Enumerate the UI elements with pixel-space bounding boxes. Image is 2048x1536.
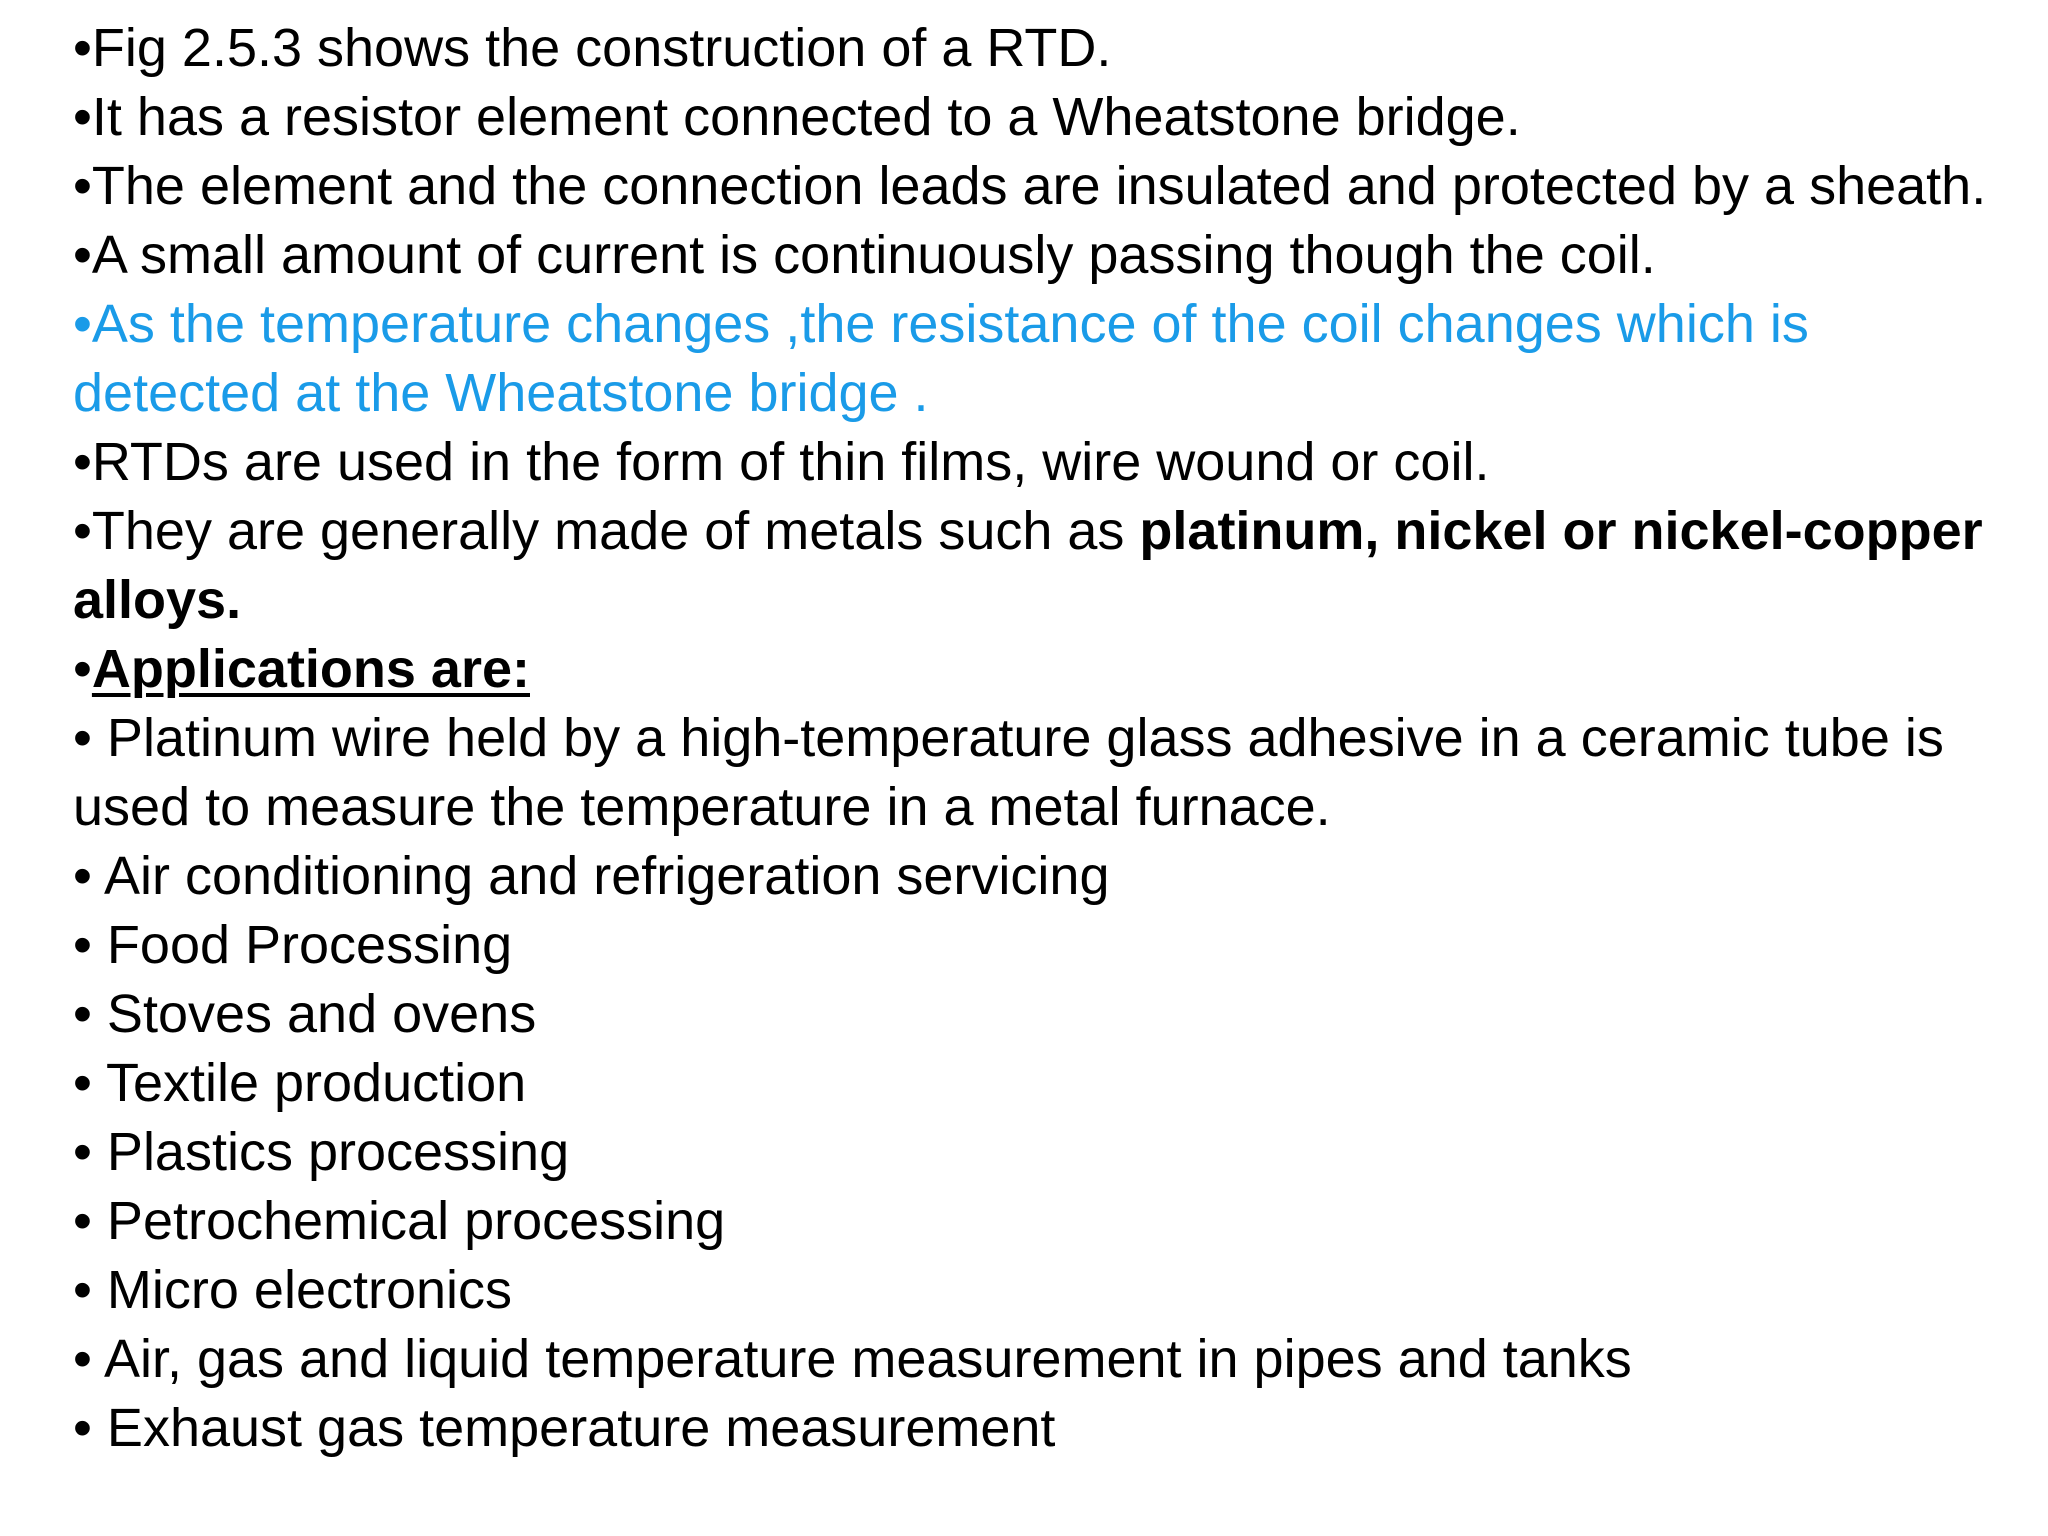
- bullet-marker: •: [73, 915, 107, 975]
- applications-heading-label: Applications are:: [91, 639, 530, 699]
- bullet-marker: •: [73, 156, 92, 216]
- application-item-plastics: [73, 1118, 2023, 1187]
- bullet-text: RTDs are used in the form of thin films, wire wound or coil.: [91, 432, 1490, 492]
- applications-heading: [73, 635, 2023, 704]
- bullet-marker: •: [73, 984, 107, 1044]
- bullet-sheath: [73, 152, 2023, 221]
- application-item-textile: [73, 1049, 2023, 1118]
- bullet-marker: •: [73, 708, 107, 768]
- bullet-marker: •: [73, 501, 92, 561]
- application-text: Exhaust gas temperature measurement: [106, 1398, 1056, 1458]
- bullet-current: [73, 221, 2023, 290]
- bullet-text: Fig 2.5.3 shows the construction of a RTD.: [91, 18, 1112, 78]
- materials-bold-text: platinum, nickel or nickel-copper alloys.: [73, 501, 1983, 630]
- application-text: Air, gas and liquid temperature measurement in pipes and tanks: [103, 1329, 1632, 1389]
- bullet-marker: •: [73, 225, 92, 285]
- bullet-marker: •: [73, 1260, 107, 1320]
- application-item-micro-electronics: [73, 1256, 2023, 1325]
- application-text: Textile production: [105, 1053, 527, 1113]
- application-text: Food Processing: [106, 915, 513, 975]
- bullet-resistor-element: [73, 83, 2023, 152]
- application-text: Platinum wire held by a high-temperature glass adhesive in a ceramic tube is used to measure the temperature in a metal furnace.: [73, 708, 1944, 837]
- application-item-food-processing: [73, 911, 2023, 980]
- application-text: Petrochemical processing: [106, 1191, 726, 1251]
- bullet-marker: •: [73, 1398, 107, 1458]
- bullet-marker: •: [73, 1053, 106, 1113]
- bullet-text: They are generally made of metals such as: [91, 501, 1140, 561]
- bullet-marker: •: [73, 1191, 107, 1251]
- application-text: Plastics processing: [106, 1122, 570, 1182]
- bullet-materials: [73, 497, 2023, 635]
- bullet-marker: •: [73, 846, 104, 906]
- bullet-resistance-change-highlighted: [73, 290, 2023, 428]
- bullet-marker: •: [73, 18, 92, 78]
- application-item-petrochemical: [73, 1187, 2023, 1256]
- application-text: Stoves and ovens: [106, 984, 537, 1044]
- bullet-marker: •: [73, 87, 92, 147]
- bullet-marker: •: [73, 1122, 107, 1182]
- application-item-stoves-ovens: [73, 980, 2023, 1049]
- application-item-air-gas-liquid: [73, 1325, 2023, 1394]
- bullet-marker: •: [73, 294, 92, 354]
- bullet-marker: •: [73, 639, 92, 699]
- slide-text-body: [73, 14, 2023, 1463]
- bullet-text: As the temperature changes ,the resistance of the coil changes which is detected at the Wheatstone bridge .: [73, 294, 1809, 423]
- bullet-text: It has a resistor element connected to a Wheatstone bridge.: [91, 87, 1521, 147]
- application-item-platinum-wire: [73, 704, 2023, 842]
- application-item-exhaust-gas: [73, 1394, 2023, 1463]
- bullet-text: A small amount of current is continuously passing though the coil.: [91, 225, 1656, 285]
- application-text: Air conditioning and refrigeration servicing: [103, 846, 1110, 906]
- bullet-text: The element and the connection leads are insulated and protected by a sheath.: [91, 156, 1987, 216]
- bullet-fig-reference: [73, 14, 2023, 83]
- bullet-rtd-forms: [73, 428, 2023, 497]
- bullet-marker: •: [73, 1329, 104, 1389]
- application-item-air-conditioning: [73, 842, 2023, 911]
- application-text: Micro electronics: [106, 1260, 513, 1320]
- bullet-marker: •: [73, 432, 92, 492]
